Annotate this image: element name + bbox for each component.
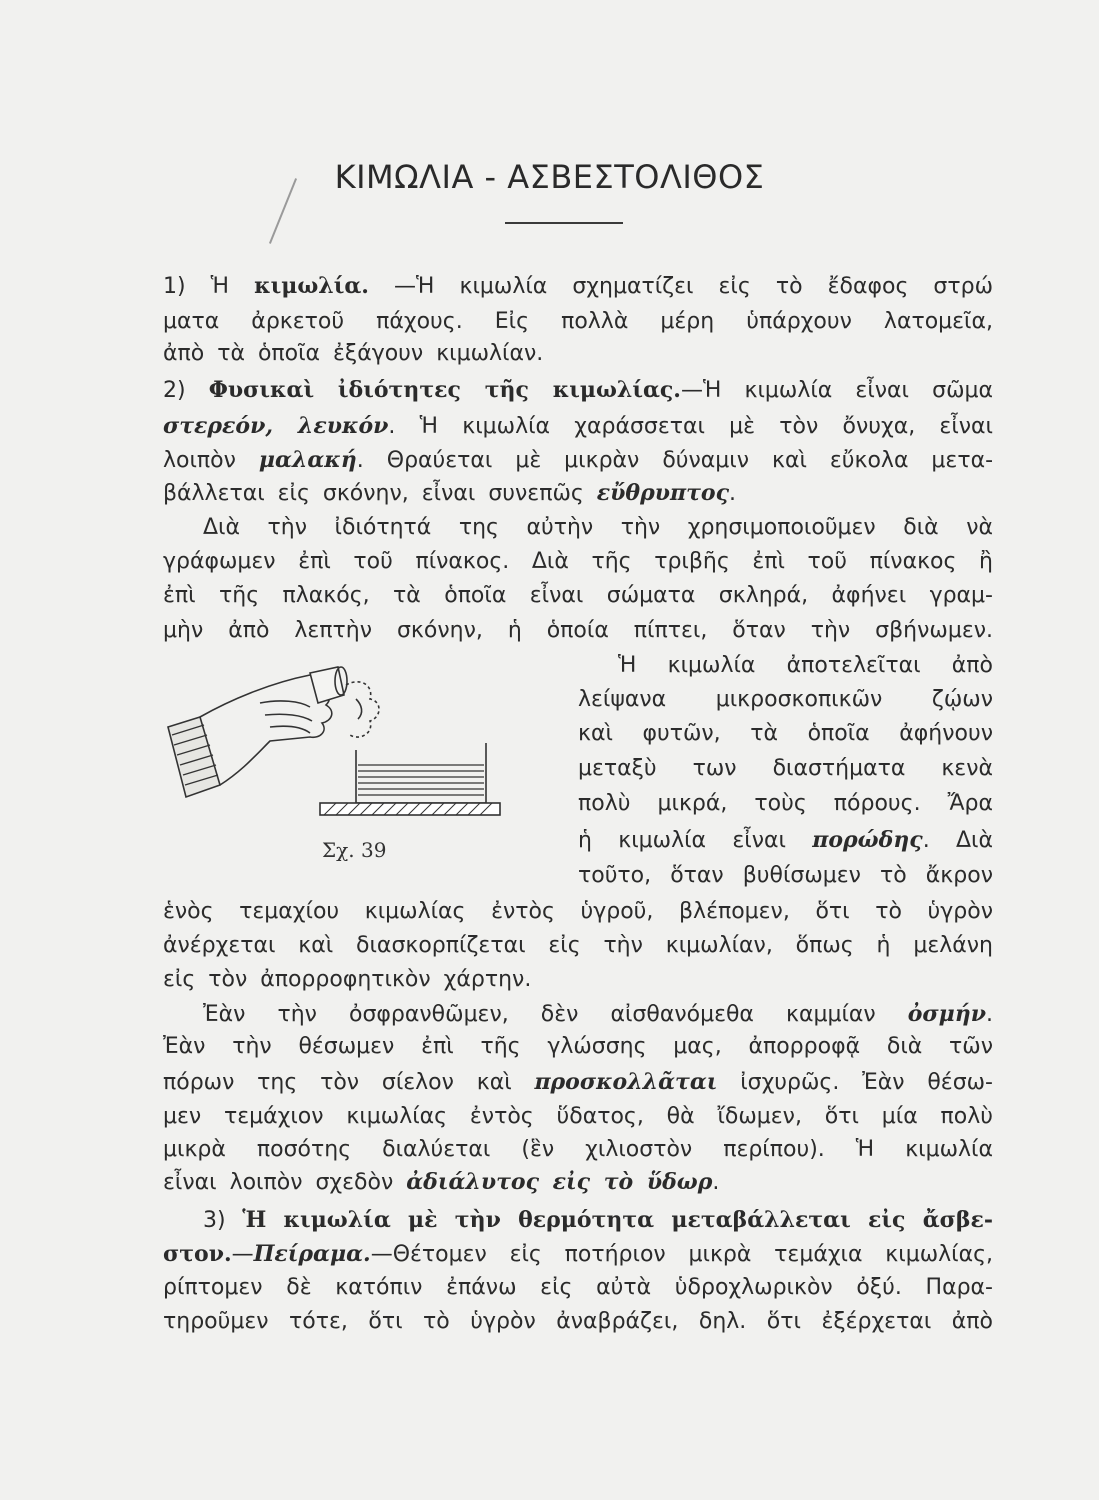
text-span: ἑνὸς τεμαχίου κιμωλίας ἐντὸς ὑγροῦ, βλέπομεν, ὅτι τὸ ὑγρὸν [163,899,993,924]
text-line [163,340,543,368]
text-span: μεν τεμάχιον κιμωλίας ἐντὸς ὕδατος, θὰ ἴδωμεν, ὅτι μία πολὺ [163,1104,993,1129]
emphasis-term: Πείραμα. [253,1241,371,1267]
text-line [163,1168,719,1197]
text-span: καὶ φυτῶν, τὰ ὁποῖα ἀφήνουν [578,721,993,746]
text-span: Διὰ τὴν ἰδιότητά της αὐτὴν τὴν χρησιμοποιοῦμεν διὰ νὰ [203,515,993,540]
emphasis-term: πορώδης [812,827,923,853]
text-line [203,514,993,542]
bold-heading: στον. [163,1241,232,1267]
bold-heading: Φυσικαὶ ἰδιότητες τῆς κιμωλίας. [208,377,681,403]
text-span: . [712,1170,720,1195]
text-span: —Ἡ κιμωλία εἶναι σῶμα [680,378,994,403]
text-line [163,582,993,610]
emphasis-term: εὔθρυπτος [596,480,729,506]
text-line [163,966,531,994]
text-line [163,376,993,405]
text-line [163,1240,993,1269]
text-span: ἀπὸ τὰ ὁποῖα ἐξάγουν κιμωλίαν. [163,341,544,366]
emphasis-term: στερεόν, λευκόν [163,413,389,439]
text-line [578,790,993,818]
text-line [163,1033,993,1061]
chalk-experiment-illustration [160,655,505,835]
figure-caption: Σχ. 39 [322,838,387,862]
text-span: ἐπὶ τῆς πλακός, τὰ ὁποῖα εἶναι σώματα σκληρά, ἀφήνει γραμ- [163,583,993,608]
bold-heading: κιμωλία. [254,273,369,299]
emphasis-term: μαλακή [258,447,357,473]
text-span: — [231,1242,254,1267]
text-span: . Ἡ κιμωλία χαράσσεται μὲ τὸν ὄνυχα, εἶναι [388,414,994,439]
text-line [163,479,736,508]
text-span: . Διὰ [922,828,993,853]
text-span: λείψανα μικροσκοπικῶν ζῴων [578,687,993,712]
text-span: —Θέτομεν εἰς ποτήριον μικρὰ τεμάχια κιμωλίας, [370,1242,993,1267]
text-line [163,446,993,475]
text-line [578,862,993,890]
text-line [578,755,993,783]
bold-heading: Ἡ κιμωλία μὲ τὴν θερμότητα μεταβάλλεται εἰς ἄσβε- [242,1207,993,1233]
emphasis-term: ἀδιάλυτος εἰς τὸ ὕδωρ [406,1169,713,1195]
text-span: ρίπτομεν δὲ κατόπιν ἐπάνω εἰς αὐτὰ ὑδροχλωρικὸν ὀξύ. Παρα- [163,1275,993,1300]
text-line [163,548,993,576]
text-line [163,1136,993,1164]
text-span: . [728,481,736,506]
text-line [203,1206,993,1235]
title-underline [505,222,623,224]
text-span: τοῦτο, ὅταν βυθίσωμεν τὸ ἄκρον [578,863,993,888]
text-line [163,1308,993,1336]
text-line [578,720,993,748]
text-span: μὴν ἀπὸ λεπτὴν σκόνην, ἡ ὁποία πίπτει, ὅταν τὴν σβήνωμεν. [163,618,993,643]
text-span: βάλλεται εἰς σκόνην, εἶναι συνεπῶς [163,481,597,506]
emphasis-term: ὀσμήν [907,1001,986,1027]
text-span: ἀνέρχεται καὶ διασκορπίζεται εἰς τὴν κιμωλίαν, ὅπως ἡ μελάνη [163,933,993,958]
text-line [163,1103,993,1131]
dish-with-liquid-drawing [320,743,500,815]
page-title: ΚΙΜΩΛΙΑ - ΑΣΒΕΣΤΟΛΙΘΟΣ [334,158,765,196]
text-span: εἰς τὸν ἀπορροφητικὸν χάρτην. [163,967,532,992]
text-span: Ἡ κιμωλία ἀποτελεῖται ἀπὸ [618,653,993,678]
text-span: 2) [163,378,209,403]
text-span: . [986,1002,993,1027]
text-line [163,617,993,645]
text-line [578,826,993,855]
text-span: Ἐὰν τὴν θέσωμεν ἐπὶ τῆς γλώσσης μας, ἀπορροφᾷ διὰ τῶν [163,1034,993,1059]
text-span: πόρων της τὸν σίελον καὶ [163,1070,535,1095]
text-line [578,686,993,714]
text-span: —Ἡ κιμωλία σχηματίζει εἰς τὸ ἔδαφος στρώ [368,274,993,299]
text-line [163,1068,993,1097]
text-span: μικρὰ ποσότης διαλύεται (ἓν χιλιοστὸν περίπου). Ἡ κιμωλία [163,1137,993,1162]
emphasis-term: προσκολλᾶται [534,1069,718,1095]
text-span: μεταξὺ των διαστήματα κενὰ [578,756,993,781]
text-span: Ἐὰν τὴν ὀσφρανθῶμεν, δὲν αἰσθανόμεθα καμμίαν [203,1002,908,1027]
text-span: 1) Ἡ [163,274,255,299]
text-line [203,1000,993,1029]
text-span: τηροῦμεν τότε, ὅτι τὸ ὑγρὸν ἀναβράζει, δηλ. ὅτι ἐξέρχεται ἀπὸ [163,1309,993,1334]
text-span: . Θραύεται μὲ μικρὰν δύναμιν καὶ εὔκολα μετα- [356,448,994,473]
text-span: 3) [203,1208,243,1233]
text-line [618,652,993,680]
text-line [163,932,993,960]
text-line [163,1274,993,1302]
text-span: γράφωμεν ἐπὶ τοῦ πίνακος. Διὰ τῆς τριβῆς ἐπὶ τοῦ πίνακος ἢ [163,549,993,574]
text-span: ἡ κιμωλία εἶναι [578,828,813,853]
text-line [163,412,993,441]
hand-holding-chalk-drawing [168,667,379,797]
text-line [163,272,993,301]
text-span: λοιπὸν [163,448,259,473]
text-line [163,308,993,336]
text-span: ἰσχυρῶς. Ἐὰν θέσω- [717,1070,993,1095]
text-span: εἶναι λοιπὸν σχεδὸν [163,1170,407,1195]
text-line [163,898,993,926]
text-span: ματα ἀρκετοῦ πάχους. Εἰς πολλὰ μέρη ὑπάρχουν λατομεῖα, [163,309,993,334]
text-span: πολὺ μικρά, τοὺς πόρους. Ἄρα [578,791,993,816]
